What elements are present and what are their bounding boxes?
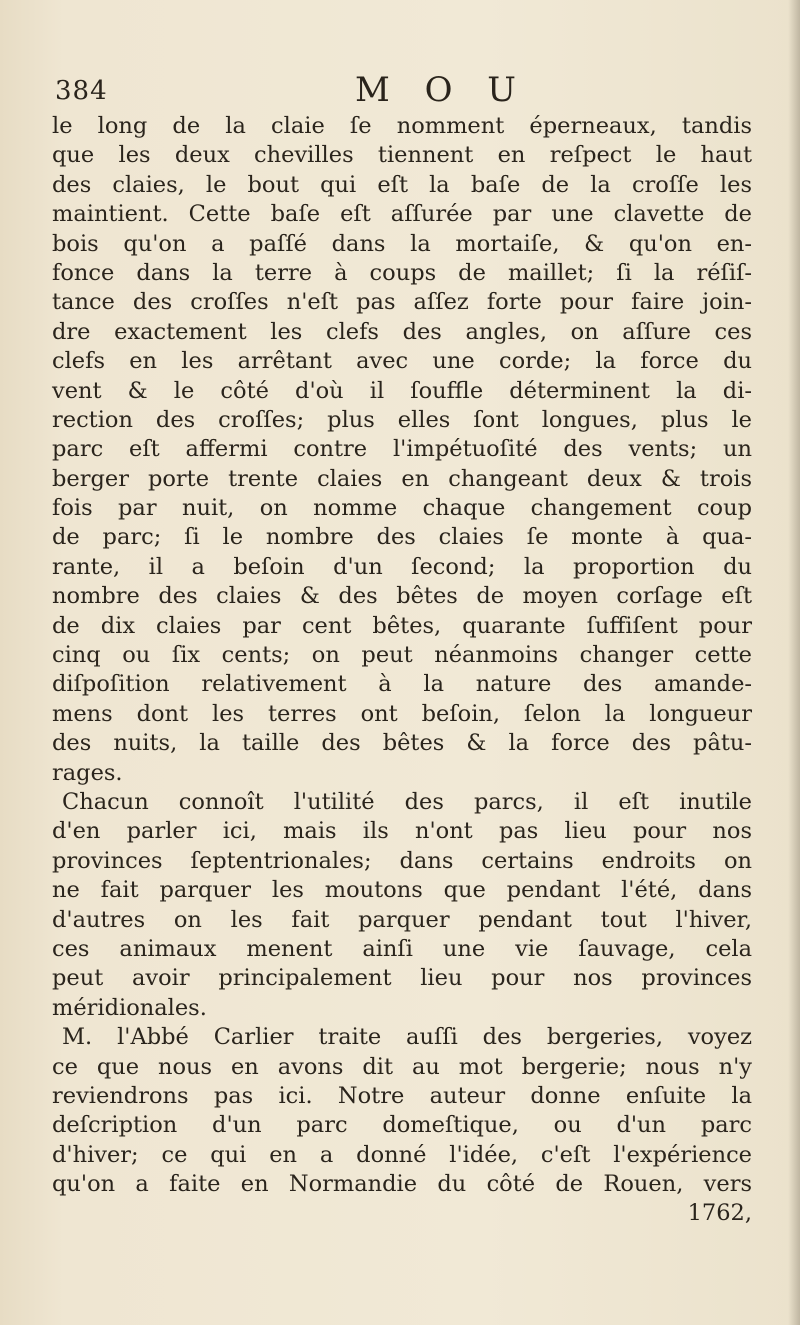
page-number: 384: [55, 76, 108, 106]
text-line: parc eſt affermi contre l'impétuoſité des vents; un: [52, 436, 752, 463]
running-head: M O U: [355, 70, 528, 110]
body-text: [52, 112, 752, 1229]
text-line: dre exactement les clefs des angles, on aſſure ces: [52, 318, 752, 345]
text-line: fonce dans la terre à coups de maillet; ſi la réſiſ-: [52, 259, 752, 286]
text-line: Chacun connoît l'utilité des parcs, il eſt inutile: [62, 788, 752, 815]
text-line: 1762,: [687, 1200, 752, 1227]
page-edge-shadow: [788, 0, 800, 1325]
text-line: méridionales.: [52, 994, 207, 1021]
text-line: d'autres on les fait parquer pendant tout l'hiver,: [52, 906, 752, 933]
text-line: des claies, le bout qui eſt la baſe de la croſſe les: [52, 171, 752, 198]
text-line: des nuits, la taille des bêtes & la force des pâtu-: [52, 730, 752, 757]
page-header: [55, 70, 755, 114]
text-line: rection des croſſes; plus elles ſont longues, plus le: [52, 406, 752, 433]
text-line: diſpoſition relativement à la nature des amande-: [52, 671, 752, 698]
text-line: M. l'Abbé Carlier traite auſſi des bergeries, voyez: [62, 1024, 752, 1051]
text-line: vent & le côté d'où il ſouffle déterminent la di-: [52, 377, 752, 404]
text-line: maintient. Cette baſe eſt aſſurée par une clavette de: [52, 201, 752, 228]
text-line: deſcription d'un parc domeſtique, ou d'un parc: [52, 1112, 752, 1139]
text-line: provinces ſeptentrionales; dans certains endroits on: [52, 847, 752, 874]
text-line: de parc; ſi le nombre des claies ſe monte à qua-: [52, 524, 752, 551]
text-line: reviendrons pas ici. Notre auteur donne enſuite la: [52, 1082, 752, 1109]
text-line: mens dont les terres ont beſoin, ſelon la longueur: [52, 700, 752, 727]
text-line: peut avoir principalement lieu pour nos provinces: [52, 965, 752, 992]
text-line: fois par nuit, on nomme chaque changement coup: [52, 495, 752, 522]
text-line: d'en parler ici, mais ils n'ont pas lieu pour nos: [52, 818, 752, 845]
text-line: de dix claies par cent bêtes, quarante ſuffiſent pour: [52, 612, 752, 639]
text-line: tance des croſſes n'eſt pas aſſez forte pour faire join-: [52, 289, 752, 316]
text-line: qu'on a faite en Normandie du côté de Rouen, vers: [52, 1171, 752, 1198]
text-line: nombre des claies & des bêtes de moyen corſage eſt: [52, 583, 752, 610]
text-line: clefs en les arrêtant avec une corde; la force du: [52, 348, 752, 375]
text-line: rante, il a beſoin d'un ſecond; la proportion du: [52, 553, 752, 580]
text-line: le long de la claie ſe nomment éperneaux, tandis: [52, 113, 752, 139]
text-line: ces animaux menent ainſi une vie ſauvage, cela: [52, 935, 752, 962]
text-line: d'hiver; ce qui en a donné l'idée, c'eſt l'expérience: [52, 1141, 752, 1168]
text-line: que les deux chevilles tiennent en reſpect le haut: [52, 142, 752, 169]
text-line: ce que nous en avons dit au mot bergerie; nous n'y: [52, 1053, 752, 1080]
text-line: berger porte trente claies en changeant deux & trois: [52, 465, 752, 492]
text-line: ne fait parquer les moutons que pendant l'été, dans: [52, 877, 752, 904]
text-line: bois qu'on a paſſé dans la mortaiſe, & qu'on en-: [52, 230, 752, 257]
text-line: rages.: [52, 759, 123, 786]
text-line: cinq ou ſix cents; on peut néanmoins changer cette: [52, 642, 752, 669]
